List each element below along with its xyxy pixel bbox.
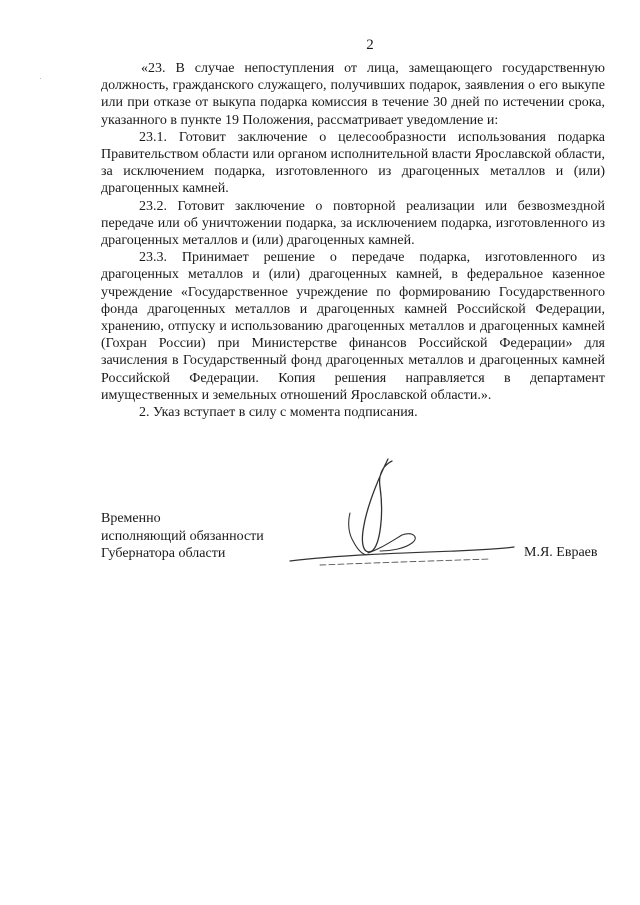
signatory-title-line-1: Временно: [101, 511, 161, 526]
signatory-name: М.Я. Евраев: [524, 545, 598, 560]
paragraph-23-1: 23.1. Готовит заключение о целесообразности использования подарка Правительством области или органом исполнительной власти Ярославской области, за исключением подарка, изготовленного из драгоценных металлов и (или) драгоценных камней.: [101, 129, 605, 197]
page-number: 2: [366, 37, 374, 53]
handwritten-signature: [280, 455, 520, 575]
paragraph-2-effective: 2. Указ вступает в силу с момента подписания.: [139, 405, 418, 421]
paragraph-23-2: 23.2. Готовит заключение о повторной реализации или безвозмездной передаче или об уничтожении подарка, за исключением подарка, изготовленного из драгоценных металлов и (или) драгоценных камней.: [101, 198, 605, 249]
document-body: [101, 60, 605, 421]
paragraph-23: «23. В случае непоступления от лица, замещающего государственную должность, гражданского служащего, получивших подарок, заявления о его выкупе или при отказе от выкупа подарка комиссия в течение 30 дней по истечении срока, указанного в пункте 19 Положения, рассматривает уведомление и:: [101, 61, 605, 128]
signatory-title-line-3: Губернатора области: [101, 546, 226, 561]
paragraph-23-3: 23.3. Принимает решение о передаче подарка, изготовленного из драгоценных металлов и (или) драгоценных камней, в федеральное казенное учреждение «Государственное учреждение по формированию Государственного фонда драгоценных металлов и драгоценных камней Российской Федерации, хранению, отпуску и использованию драгоценных металлов и драгоценных камней (Гохран России) при Министерстве финансов Российской Федерации» для зачисления в Государственный фонд драгоценных металлов и драгоценных камней Российской Федерации. Копия решения направляется в департамент имущественных и земельных отношений Ярославской области.».: [101, 250, 605, 403]
signatory-title: [101, 510, 264, 563]
signatory-title-line-2: исполняющий обязанности: [101, 528, 264, 544]
scan-speck: [40, 78, 41, 79]
